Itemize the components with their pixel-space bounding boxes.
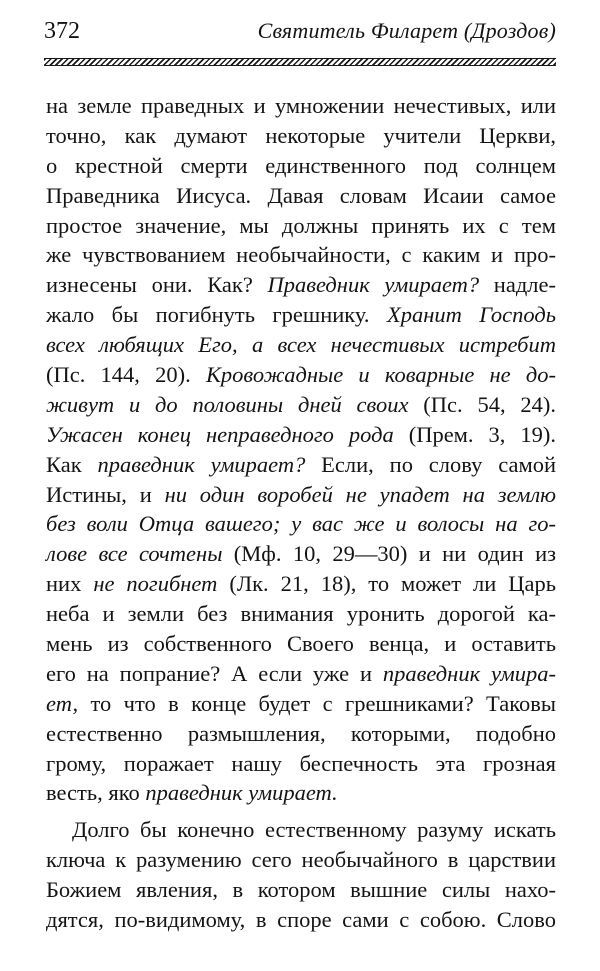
- text-line: [46, 360, 556, 390]
- text-segment: Долго бы конечно естественному разуму искать: [72, 817, 556, 843]
- text-segment: о крестной смерти единственного под солнцем: [46, 152, 556, 178]
- text-line: [46, 749, 556, 779]
- text-line: [46, 659, 556, 689]
- text-segment: грому, поражает нашу беспечность эта грозная: [46, 750, 556, 776]
- paragraph: [46, 91, 556, 808]
- text-line: [46, 599, 556, 629]
- italic-segment: Кровожадные и коварные не до-: [205, 362, 556, 388]
- text-segment: (Пс. 144, 20).: [46, 362, 206, 388]
- text-segment: Как: [46, 451, 98, 477]
- text-segment: то что в конце будет с грешниками? Таковы: [78, 690, 556, 716]
- text-line: [46, 569, 556, 599]
- text-line: [46, 240, 556, 270]
- text-line: [46, 121, 556, 151]
- italic-segment: Хранит Господь: [386, 302, 556, 328]
- text-segment: его на попрание? А если уже и: [46, 660, 383, 686]
- text-line: [46, 420, 556, 450]
- text-line: [46, 629, 556, 659]
- text-segment: (Прем. 3, 19).: [393, 421, 556, 447]
- text-segment: них: [46, 571, 94, 597]
- text-line: [46, 905, 556, 935]
- text-segment: надле-: [479, 272, 556, 298]
- text-line: [46, 91, 556, 121]
- text-line: [46, 719, 556, 749]
- text-segment: же чувствованием необычайности, с каким и про-: [46, 242, 556, 268]
- text-line: [46, 390, 556, 420]
- italic-segment: Праведник умирает?: [267, 272, 480, 298]
- running-title: Святитель Филарет (Дроздов): [257, 18, 556, 43]
- text-segment: неба и земли без внимания уронить дорогой ка-: [46, 601, 556, 627]
- paragraph: [46, 815, 556, 935]
- text-segment: (Пс. 54, 24).: [408, 391, 556, 417]
- text-line: [46, 539, 556, 569]
- text-line: [46, 450, 556, 480]
- header-ornamental-rule: [44, 58, 556, 66]
- italic-segment: без воли Отца вашего; у вас же и волосы на го-: [46, 511, 556, 537]
- italic-segment: праведник умирает?: [97, 451, 306, 477]
- text-segment: Праведника Иисуса. Давая словам Исаии самое: [46, 182, 556, 208]
- italic-segment: праведник умирает.: [145, 780, 338, 806]
- text-segment: точно, как думают некоторые учители Церкви,: [46, 122, 556, 148]
- text-segment: (Мф. 10, 29—30) и ни один из: [222, 541, 556, 567]
- paragraph-gap: [46, 808, 556, 815]
- text-segment: мень из собственного Своего венца, и оставить: [46, 631, 556, 657]
- text-line: [46, 480, 556, 510]
- text-line: [46, 300, 556, 330]
- text-segment: ключа к разумению сего необычайного в царствии: [46, 847, 556, 873]
- text-line: [46, 815, 556, 845]
- text-line: [46, 330, 556, 360]
- text-line: [46, 778, 556, 808]
- text-segment: дятся, по-видимому, в споре сами с собою. Слово: [46, 907, 556, 933]
- body-text: [46, 91, 556, 935]
- text-segment: Божием явления, в котором вышние силы нахо-: [46, 877, 556, 903]
- text-line: [46, 270, 556, 300]
- text-line: [46, 151, 556, 181]
- text-line: [46, 509, 556, 539]
- text-line: [46, 875, 556, 905]
- italic-segment: не погибнет: [93, 571, 218, 597]
- italic-segment: живут и до половины дней своих: [46, 391, 409, 417]
- italic-segment: ет,: [46, 690, 79, 716]
- italic-segment: Ужасен конец неправедного рода: [46, 421, 394, 447]
- text-segment: естественно размышления, которыми, подобно: [46, 720, 556, 746]
- text-line: [46, 181, 556, 211]
- text-segment: простое значение, мы должны принять их с тем: [46, 212, 556, 238]
- text-line: [46, 689, 556, 719]
- text-segment: на земле праведных и умножении нечестивых, или: [46, 93, 556, 118]
- text-line: [46, 211, 556, 241]
- italic-segment: лове все сочтены: [46, 541, 223, 567]
- page-number: 372: [44, 18, 80, 44]
- italic-segment: праведник умира-: [382, 660, 556, 686]
- text-line: [46, 845, 556, 875]
- text-segment: изнесены они. Как?: [46, 272, 268, 298]
- text-segment: Истины, и: [46, 481, 165, 507]
- text-segment: Если, по слову самой: [305, 451, 556, 477]
- page-header: [44, 18, 556, 48]
- italic-segment: всех любящих Его, а всех нечестивых истребит: [46, 332, 556, 358]
- italic-segment: ни один воробей не упадет на землю: [164, 481, 556, 507]
- text-segment: жало бы погибнуть грешнику.: [46, 302, 387, 328]
- text-segment: весть, яко: [46, 780, 146, 806]
- text-segment: (Лк. 21, 18), то может ли Царь: [217, 571, 556, 597]
